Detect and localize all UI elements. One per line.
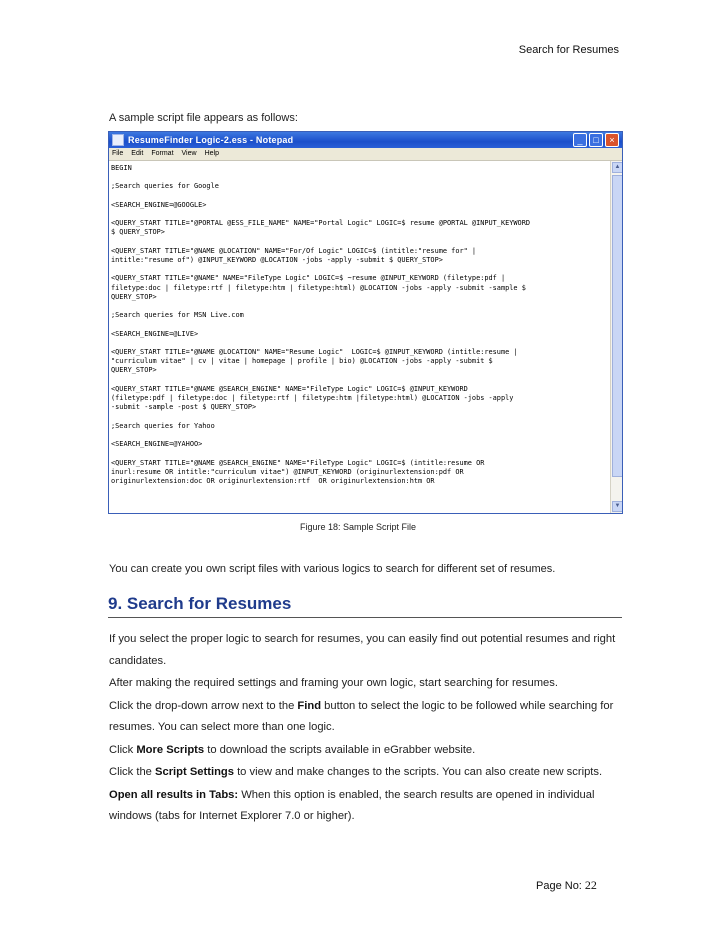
notepad-line: filetype:doc | filetype:rtf | filetype:htm | filetype:html) @LOCATION -jobs -apply -submit -sample $: [111, 283, 526, 292]
heading-rule: [108, 617, 622, 618]
notepad-titlebar: [109, 132, 622, 148]
notepad-line: [111, 210, 609, 219]
page-header: Search for Resumes: [518, 44, 619, 56]
paragraph-6: Open all results in Tabs: When this option is enabled, the search results are opened in individual windows (tabs for Internet Explorer 7.0 or higher).: [109, 788, 595, 822]
notepad-line: QUERY_STOP>: [111, 366, 157, 375]
scroll-down-icon: ▼: [612, 501, 623, 512]
more-scripts-term: More Scripts: [136, 743, 205, 756]
notepad-line: <SEARCH_ENGINE=@LIVE>: [111, 329, 199, 338]
notepad-line: <QUERY_START TITLE="@NAME @SEARCH_ENGINE" NAME="FileType Logic" LOGIC=$ (intitle:resume OR: [111, 458, 485, 467]
notepad-line: [111, 339, 609, 348]
notepad-line: QUERY_STOP>: [111, 292, 157, 301]
notepad-line: ;Search queries for Google: [111, 182, 219, 191]
figure-caption: Figure 18: Sample Script File: [299, 522, 417, 532]
minimize-icon: _: [573, 133, 587, 147]
section-body: [109, 629, 629, 829]
notepad-line: [111, 376, 609, 385]
notepad-line: [111, 431, 609, 440]
notepad-line: <SEARCH_ENGINE=@YAHOO>: [111, 440, 203, 449]
notepad-line: [111, 238, 609, 247]
notepad-line: ;Search queries for MSN Live.com: [111, 311, 244, 320]
menu-file: File: [112, 150, 124, 157]
paragraph-2: After making the required settings and framing your own logic, start searching for resumes.: [109, 677, 558, 689]
section-heading: 9. Search for Resumes: [108, 594, 292, 613]
paragraph-3: Click the drop-down arrow next to the Find button to select the logic to be followed while searching for resumes. You can select more than one logic.: [109, 699, 614, 733]
intro-text: A sample script file appears as follows:: [109, 112, 298, 124]
notepad-line: BEGIN: [111, 164, 132, 172]
page-label: Page No:: [536, 880, 585, 892]
notepad-line: <QUERY_START TITLE="@PORTAL @ESS_FILE_NAME" NAME="Portal Logic" LOGIC=$ resume @PORTAL @INPUT_KEYWORD: [111, 219, 530, 228]
notepad-line: [111, 449, 609, 458]
menu-help: Help: [204, 150, 219, 157]
page-footer: [536, 878, 597, 893]
notepad-line: $ QUERY_STOP>: [111, 228, 165, 237]
scroll-up-icon: ▲: [612, 162, 623, 173]
menu-format: Format: [151, 150, 174, 157]
notepad-text: [109, 161, 611, 513]
notepad-icon: [112, 134, 124, 146]
paragraph-5: Click the Script Settings to view and make changes to the scripts. You can also create new scripts.: [109, 766, 603, 778]
notepad-line: (filetype:pdf | filetype:doc | filetype:rtf | filetype:htm |filetype:html) @LOCATION -jobs -apply: [111, 394, 514, 403]
scroll-thumb: [612, 175, 623, 477]
notepad-line: [111, 265, 609, 274]
find-term: Find: [297, 699, 322, 712]
notepad-line: intitle:"resume of") @INPUT_KEYWORD @LOCATION -jobs -apply -submit $ QUERY_STOP>: [111, 256, 443, 265]
menu-view: View: [181, 150, 197, 157]
paragraph-1: If you select the proper logic to search for resumes, you can easily find out potential resumes and right candidates.: [109, 633, 616, 667]
notepad-title: ResumeFinder Logic-2.ess - Notepad: [128, 135, 294, 145]
menu-edit: Edit: [131, 150, 144, 157]
notepad-line: [111, 192, 609, 201]
notepad-line: <QUERY_START TITLE="@NAME" NAME="FileType Logic" LOGIC=$ ~resume @INPUT_KEYWORD (filetype:pdf |: [111, 274, 506, 283]
paragraph-4: Click More Scripts to download the scripts available in eGrabber website.: [109, 743, 476, 756]
notepad-line: inurl:resume OR intitle:"curriculum vitae") @INPUT_KEYWORD (originurlextension:pdf OR: [111, 467, 464, 476]
notepad-screenshot: [108, 131, 623, 514]
notepad-scrollbar: [610, 161, 622, 513]
notepad-line: <QUERY_START TITLE="@NAME @LOCATION" NAME="Resume Logic" LOGIC=$ @INPUT_KEYWORD (intitle:resume |: [111, 348, 518, 357]
close-icon: ×: [605, 133, 619, 147]
open-tabs-term: Open all results in Tabs:: [109, 788, 239, 801]
notepad-line: [111, 320, 609, 329]
maximize-icon: □: [589, 133, 603, 147]
notepad-line: [111, 412, 609, 421]
after-figure-text: You can create you own script files with various logics to search for different set of resumes.: [109, 563, 556, 575]
notepad-line: [111, 302, 609, 311]
notepad-line: [111, 173, 609, 182]
page-number: 22: [584, 878, 597, 892]
notepad-menubar: [109, 148, 622, 161]
script-settings-term: Script Settings: [155, 766, 234, 778]
notepad-line: ;Search queries for Yahoo: [111, 421, 215, 430]
notepad-line: <QUERY_START TITLE="@NAME @SEARCH_ENGINE" NAME="FileType Logic" LOGIC=$ @INPUT_KEYWORD: [111, 384, 468, 393]
notepad-line: -submit -sample -post $ QUERY_STOP>: [111, 403, 257, 412]
notepad-line: "curriculum vitae" | cv | vitae | homepage | profile | bio) @LOCATION -jobs -apply -submit $: [111, 357, 493, 366]
notepad-line: <SEARCH_ENGINE=@GOOGLE>: [111, 200, 207, 209]
notepad-line: originurlextension:doc OR originurlextension:rtf OR originurlextension:htm OR: [111, 476, 435, 485]
notepad-line: <QUERY_START TITLE="@NAME @LOCATION" NAME="For/Of Logic" LOGIC=$ (intitle:"resume for" |: [111, 246, 477, 255]
